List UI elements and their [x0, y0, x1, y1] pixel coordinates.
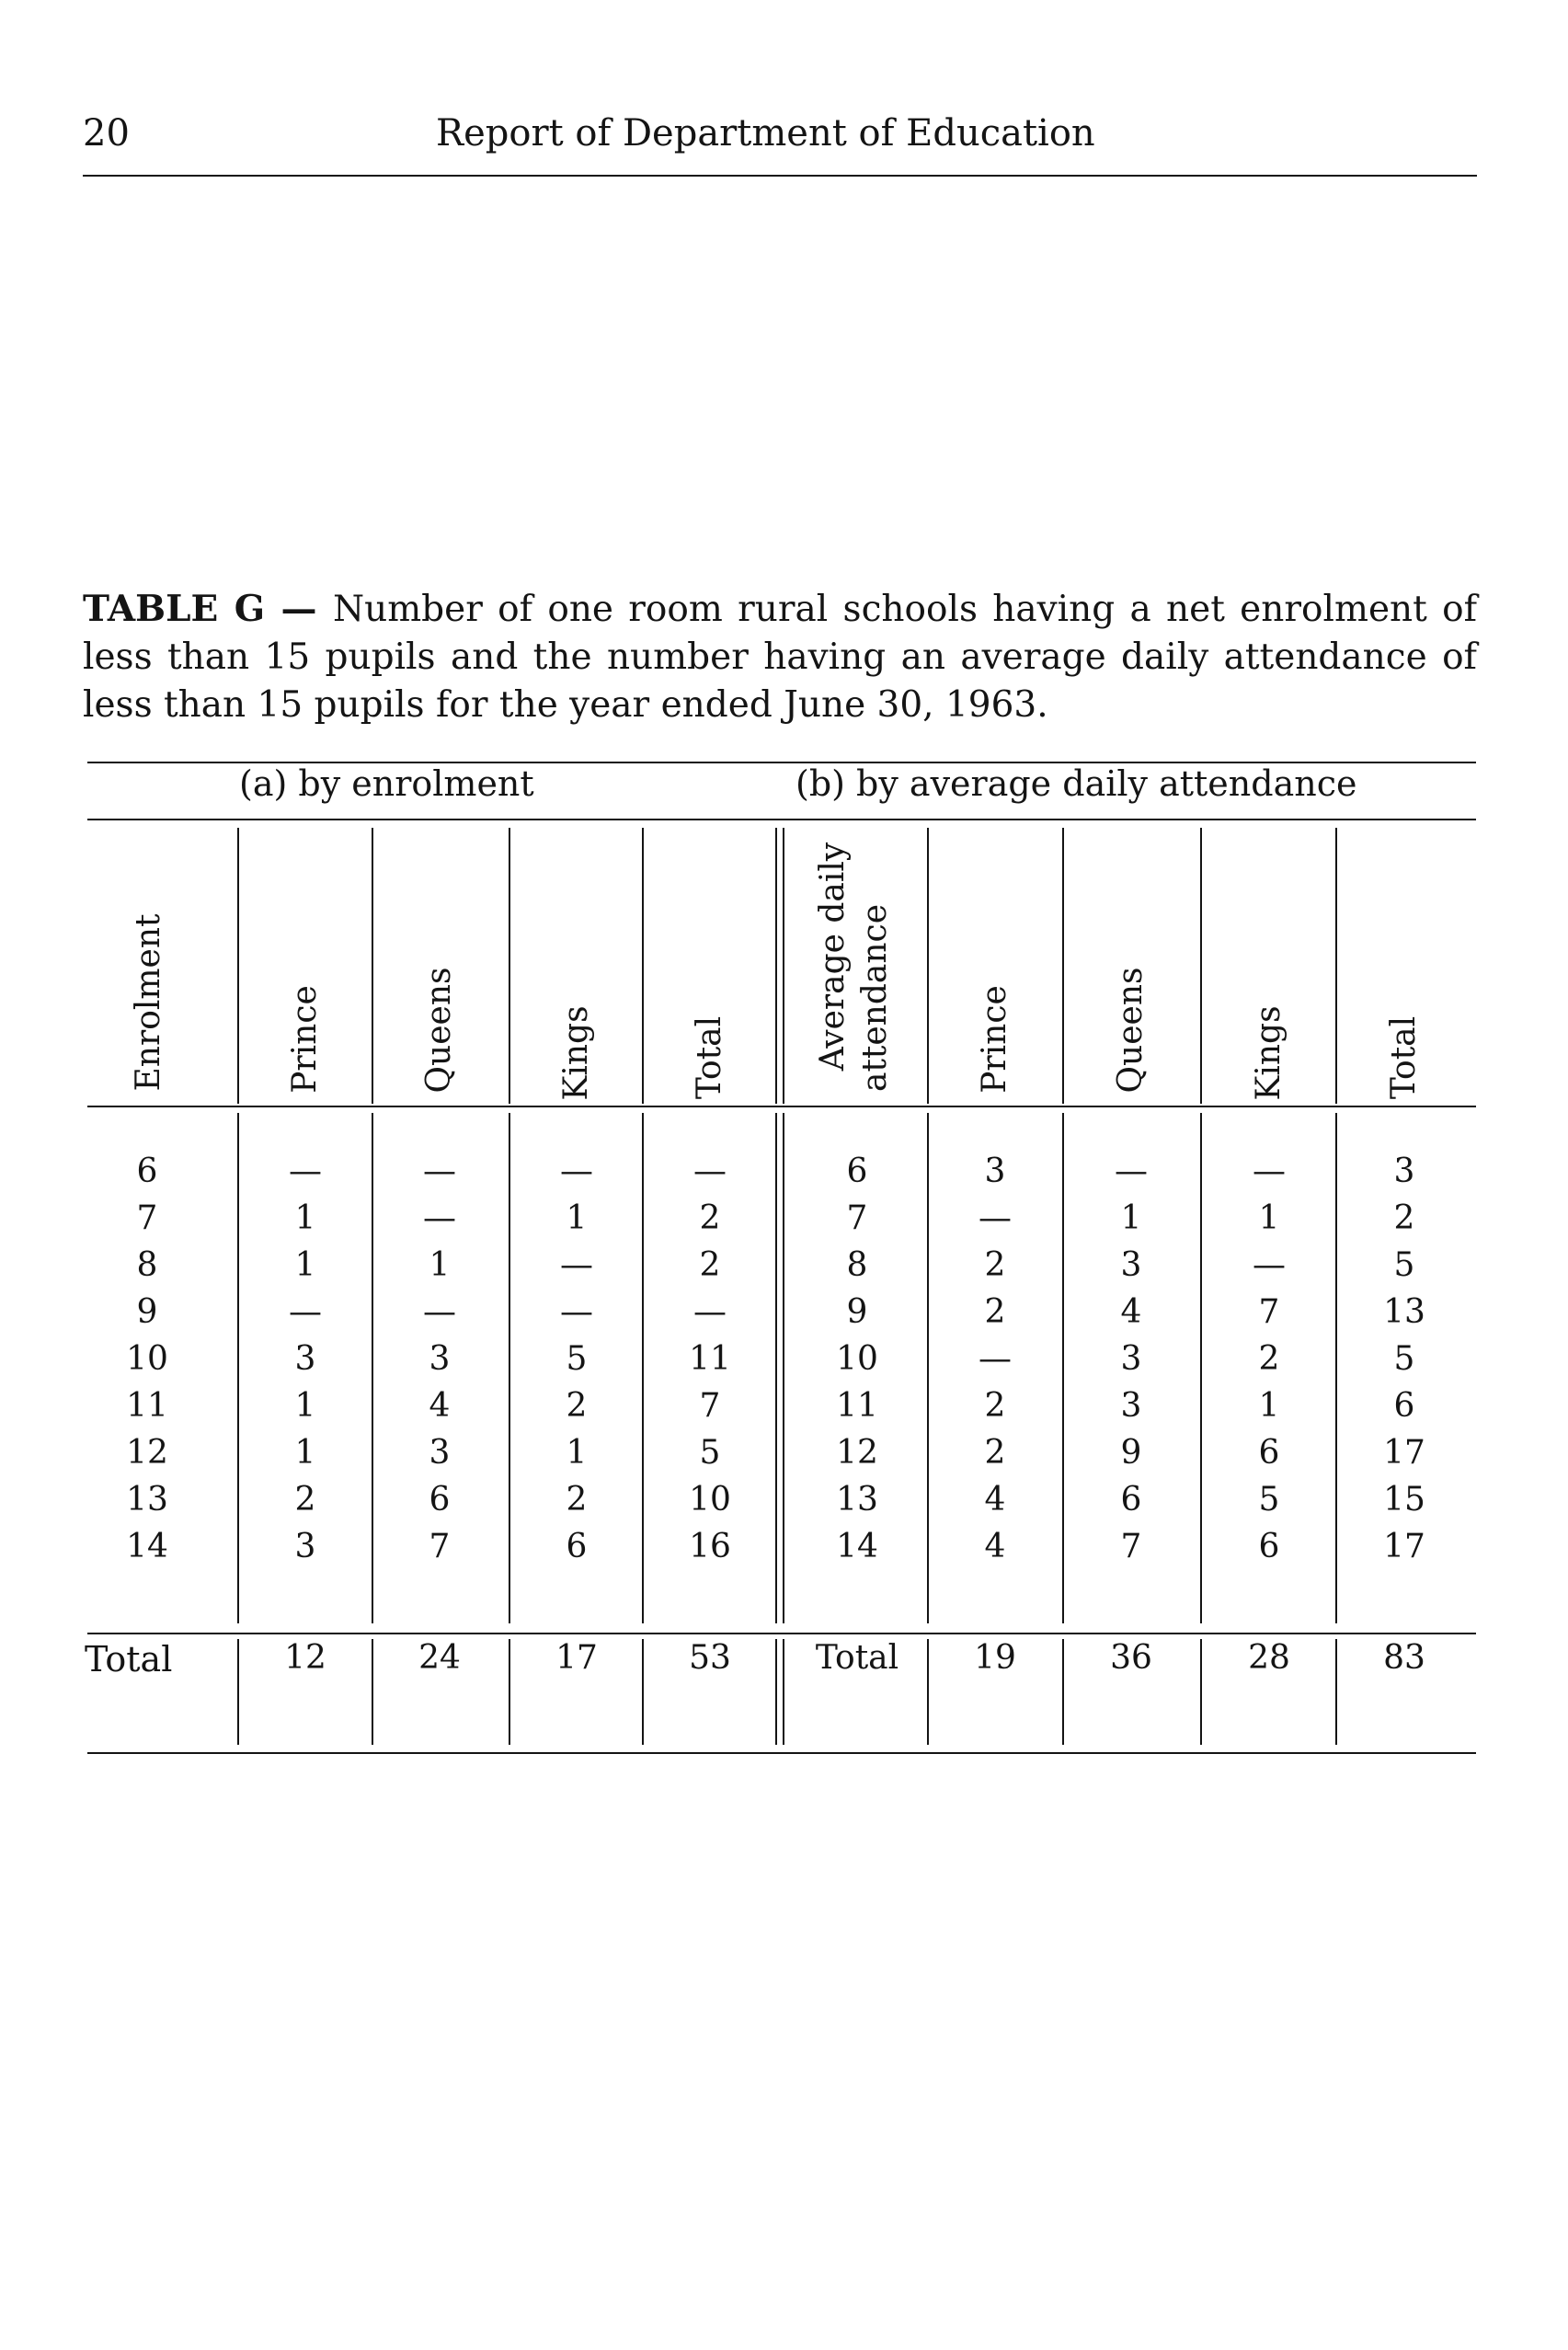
table-cell: 3 [1393, 1152, 1415, 1190]
col-header-enrolment: Enrolment [130, 913, 167, 1092]
table-cell: 12 [836, 1434, 878, 1472]
table-cell: 11 [836, 1387, 878, 1425]
title-line-2: less than 15 pupils and the number having an average daily attendance of [83, 636, 1477, 678]
table-cell: 4 [984, 1481, 1006, 1519]
col-divider [927, 1113, 929, 1623]
col-divider [509, 828, 510, 1104]
title-line-1: TABLE G — Number of one room rural schools having a net enrolment of [83, 588, 1477, 630]
table-cell: — [693, 1152, 727, 1190]
col-divider [1062, 828, 1064, 1104]
col-divider [642, 828, 644, 1104]
table-cell: 13 [126, 1481, 168, 1519]
totals-label: Total [85, 1639, 173, 1679]
col-header-attendance: attendance [856, 903, 894, 1093]
table-cell: 1 [294, 1199, 316, 1237]
col-divider-double [783, 1113, 784, 1623]
col-divider [642, 1639, 644, 1745]
table-cell: 6 [1258, 1528, 1280, 1565]
col-divider [1200, 1639, 1202, 1745]
table-cell: — [979, 1340, 1012, 1378]
table-cell: 2 [699, 1199, 721, 1237]
total-cell: 12 [284, 1639, 326, 1677]
table-cell: 3 [1120, 1246, 1142, 1284]
col-header-a-total: Total [691, 1015, 728, 1100]
col-header-b-prince: Prince [976, 985, 1013, 1094]
table-cell: — [693, 1293, 727, 1331]
table-cell: 7 [1120, 1528, 1142, 1565]
total-cell: 19 [974, 1639, 1016, 1677]
col-divider-double [783, 1639, 784, 1745]
running-title: Report of Department of Education [436, 112, 1095, 155]
table-cell: 13 [836, 1481, 878, 1519]
table-cell: 8 [846, 1246, 868, 1284]
table-cell: — [560, 1246, 593, 1284]
table-cell: 7 [136, 1199, 158, 1237]
total-cell-label: Total [815, 1639, 899, 1677]
table-cell: 7 [846, 1199, 868, 1237]
table-cell: 1 [429, 1246, 451, 1284]
col-header-a-prince: Prince [286, 985, 324, 1094]
total-cell: 36 [1110, 1639, 1152, 1677]
col-header-b-kings: Kings [1250, 1005, 1288, 1101]
col-divider [642, 1113, 644, 1623]
table-cell: 5 [1393, 1246, 1415, 1284]
table-cell: 3 [1120, 1387, 1142, 1425]
table-cell: 3 [294, 1528, 316, 1565]
table-cell: 5 [699, 1434, 721, 1472]
table-cell: 2 [984, 1434, 1006, 1472]
table-cell: — [289, 1293, 322, 1331]
total-cell: 53 [689, 1639, 731, 1677]
table-cell: 10 [689, 1481, 731, 1519]
col-divider [1062, 1113, 1064, 1623]
col-header-average-daily: Average daily [814, 842, 852, 1072]
table-cell: 3 [429, 1340, 451, 1378]
table-cell: — [423, 1152, 456, 1190]
table-cell: 2 [1393, 1199, 1415, 1237]
table-cell: 1 [294, 1246, 316, 1284]
col-divider-double [775, 1639, 777, 1745]
col-divider [1335, 1113, 1337, 1623]
table-cell: 11 [689, 1340, 731, 1378]
total-cell: 17 [555, 1639, 598, 1677]
table-cell: 3 [984, 1152, 1006, 1190]
table-cell: 5 [1258, 1481, 1280, 1519]
table-cell: 1 [566, 1434, 588, 1472]
col-divider [372, 828, 373, 1104]
table-cell: 7 [1258, 1293, 1280, 1331]
table-cell: — [1253, 1152, 1286, 1190]
table-cell: — [423, 1293, 456, 1331]
table-cell: 6 [1120, 1481, 1142, 1519]
table-cell: — [289, 1152, 322, 1190]
title-line-3: less than 15 pupils for the year ended June 30, 1963. [83, 684, 1048, 726]
table-cell: 1 [566, 1199, 588, 1237]
table-cell: 14 [836, 1528, 878, 1565]
table-cell: 9 [846, 1293, 868, 1331]
total-cell: 28 [1248, 1639, 1290, 1677]
col-divider [1335, 1639, 1337, 1745]
col-divider [372, 1639, 373, 1745]
col-header-b-queens: Queens [1112, 967, 1150, 1094]
group-rule [87, 819, 1476, 820]
table-cell: 1 [294, 1387, 316, 1425]
col-divider [237, 1113, 239, 1623]
table-cell: 4 [429, 1387, 451, 1425]
totals-top-rule [87, 1633, 1476, 1634]
table-cell: 6 [136, 1152, 158, 1190]
table-cell: 1 [294, 1434, 316, 1472]
table-cell: 6 [429, 1481, 451, 1519]
col-divider [927, 828, 929, 1104]
col-divider [372, 1113, 373, 1623]
table-cell: 9 [136, 1293, 158, 1331]
col-divider [237, 828, 239, 1104]
table-cell: 4 [1120, 1293, 1142, 1331]
table-cell: 17 [1383, 1434, 1425, 1472]
col-divider-double [775, 828, 777, 1104]
table-cell: 2 [984, 1246, 1006, 1284]
col-header-b-total: Total [1385, 1015, 1423, 1100]
table-cell: 3 [1120, 1340, 1142, 1378]
col-divider [509, 1113, 510, 1623]
col-header-a-kings: Kings [557, 1005, 595, 1101]
col-divider [1200, 828, 1202, 1104]
table-cell: 17 [1383, 1528, 1425, 1565]
table-cell: 2 [984, 1293, 1006, 1331]
table-cell: 13 [1383, 1293, 1425, 1331]
col-divider [237, 1639, 239, 1745]
table-cell: — [560, 1152, 593, 1190]
table-cell: — [423, 1199, 456, 1237]
table-cell: — [1253, 1246, 1286, 1284]
table-cell: 5 [1393, 1340, 1415, 1378]
table-cell: 2 [566, 1481, 588, 1519]
table-cell: 1 [1258, 1199, 1280, 1237]
group-label-enrolment: (a) by enrolment [239, 763, 534, 804]
table-label: TABLE G — [83, 588, 333, 630]
col-divider [509, 1639, 510, 1745]
table-cell: 15 [1383, 1481, 1425, 1519]
table-cell: 7 [429, 1528, 451, 1565]
col-divider [1062, 1639, 1064, 1745]
table-cell: 8 [136, 1246, 158, 1284]
table-cell: 2 [984, 1387, 1006, 1425]
table-title [83, 585, 1477, 729]
col-divider-double [783, 828, 784, 1104]
table-cell: 2 [294, 1481, 316, 1519]
table-cell: — [979, 1199, 1012, 1237]
total-cell: 83 [1383, 1639, 1425, 1677]
table-cell: 5 [566, 1340, 588, 1378]
table-cell: — [560, 1293, 593, 1331]
table-cell: — [1115, 1152, 1148, 1190]
table-cell: 2 [566, 1387, 588, 1425]
page-number: 20 [83, 112, 130, 155]
col-divider [1200, 1113, 1202, 1623]
header-rule [83, 175, 1477, 177]
table-cell: 11 [126, 1387, 168, 1425]
col-divider [927, 1639, 929, 1745]
table-cell: 3 [294, 1340, 316, 1378]
total-cell: 24 [418, 1639, 461, 1677]
table-cell: 2 [1258, 1340, 1280, 1378]
table-cell: 1 [1120, 1199, 1142, 1237]
header-bottom-rule [87, 1106, 1476, 1107]
col-divider [1335, 828, 1337, 1104]
table-bottom-rule [87, 1752, 1476, 1754]
table-cell: 3 [429, 1434, 451, 1472]
group-label-attendance: (b) by average daily attendance [795, 763, 1357, 804]
table-cell: 2 [699, 1246, 721, 1284]
col-divider-double [775, 1113, 777, 1623]
table-cell: 16 [689, 1528, 731, 1565]
table-cell: 10 [836, 1340, 878, 1378]
col-header-a-queens: Queens [420, 967, 458, 1094]
table-cell: 6 [1393, 1387, 1415, 1425]
table-cell: 9 [1120, 1434, 1142, 1472]
table-cell: 14 [126, 1528, 168, 1565]
table-cell: 6 [846, 1152, 868, 1190]
table-cell: 7 [699, 1387, 721, 1425]
table-cell: 6 [1258, 1434, 1280, 1472]
table-cell: 6 [566, 1528, 588, 1565]
table-cell: 1 [1258, 1387, 1280, 1425]
table-cell: 10 [126, 1340, 168, 1378]
table-cell: 12 [126, 1434, 168, 1472]
table-cell: 4 [984, 1528, 1006, 1565]
